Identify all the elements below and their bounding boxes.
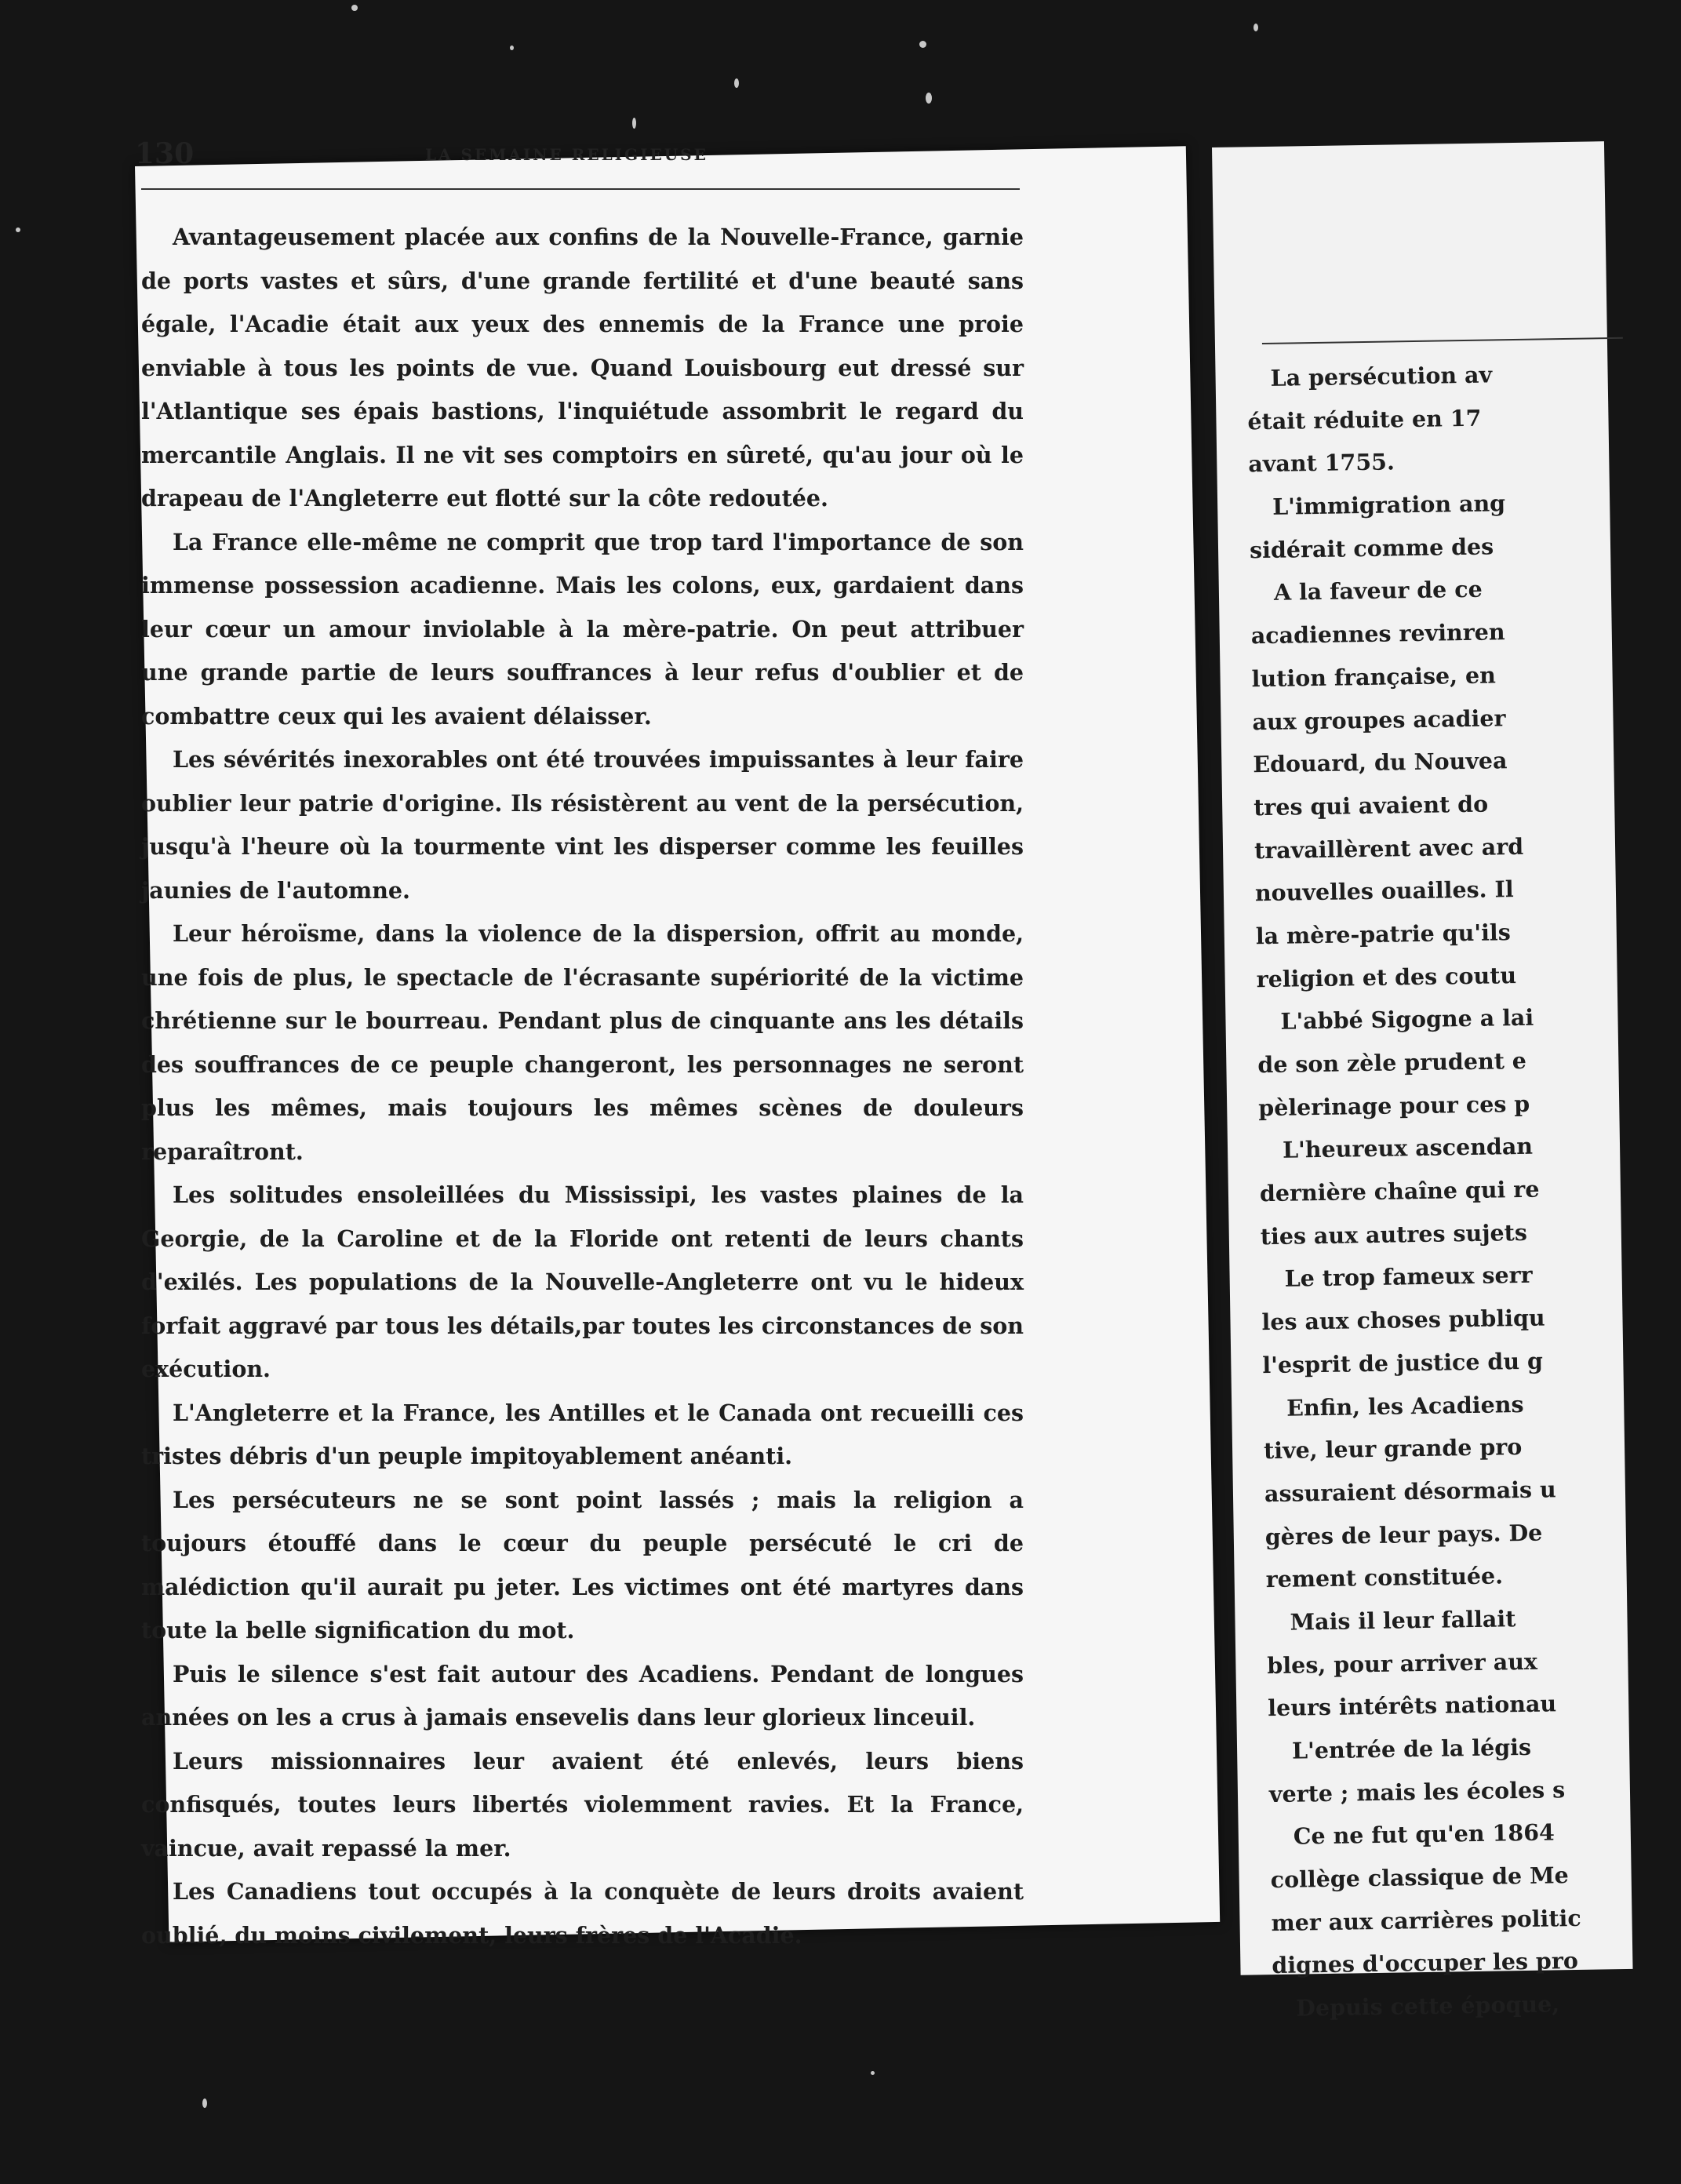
text-line: était réduite en 17 (1247, 404, 1482, 435)
text-line: pèlerinage pour ces p (1257, 1090, 1530, 1121)
text-line: Enfin, les Acadiens (1286, 1390, 1524, 1421)
text-line: l'esprit de justice du g (1262, 1347, 1544, 1378)
text-line: leurs intérêts nationau (1267, 1690, 1557, 1722)
text-line: dignes d'occuper les pro (1272, 1947, 1579, 1979)
header-rule (141, 188, 1020, 190)
text-line: de son zèle prudent e (1257, 1046, 1527, 1079)
header-rule (1262, 337, 1623, 344)
text-line: La persécution av (1270, 361, 1493, 391)
body-text (141, 216, 1024, 1957)
right-page-text (1246, 351, 1680, 2030)
dust-speck (926, 93, 932, 104)
text-line: nouvelles ouailles. Il (1254, 875, 1514, 907)
text-line: acadiennes revinren (1250, 618, 1505, 650)
text-line: Edouard, du Nouvea (1253, 747, 1508, 778)
text-line: L'immigration ang (1272, 490, 1506, 520)
text-line: sidérait comme des (1249, 533, 1494, 564)
dust-speck (919, 41, 926, 48)
text-line: assuraient désormais u (1264, 1476, 1556, 1508)
running-title: LA SEMAINE RELIGIEUSE (425, 145, 708, 164)
text-line: dernière chaîne qui re (1259, 1175, 1540, 1207)
paragraph: Leur héroïsme, dans la violence de la dispersion, offrit au monde, une fois de plus, le spectacle de l'écrasante supériorité de la victime chrétienne sur le bourreau. Pendant plus de cinquante ans les détails des souffrances de ce peuple changeront, les personnages ne seront plus les mêmes, mais toujours les mêmes scènes de douleurs reparaîtront. (141, 920, 1024, 1165)
paragraph: Leurs missionnaires leur avaient été enlevés, leurs biens confisqués, toutes leurs libertés violemment ravies. Et la France, vaincue, avait repassé la mer. (141, 1747, 1024, 1862)
paragraph: Puis le silence s'est fait autour des Acadiens. Pendant de longues années on les a crus à jamais ensevelis dans leur glorieux linceuil. (141, 1660, 1024, 1731)
text-line: tres qui avaient do (1253, 790, 1489, 821)
page-number: 130 (135, 137, 195, 170)
text-line: bles, pour arriver aux (1267, 1647, 1538, 1679)
text-line: Depuis cette époque, (1295, 1990, 1560, 2022)
text-line: la mère-patrie qu'ils (1255, 919, 1512, 950)
text-line: Mais il leur fallait (1290, 1605, 1516, 1636)
text-line: Le trop fameux serr (1284, 1261, 1533, 1293)
text-line: ties aux autres sujets (1260, 1218, 1528, 1250)
paragraph: L'Angleterre et la France, les Antilles et le Canada ont recueilli ces tristes débris d'un peuple impitoyablement anéanti. (141, 1399, 1024, 1469)
paragraph: Les solitudes ensoleillées du Mississipi, les vastes plaines de la Georgie, de la Caroline et de la Floride ont retenti de leurs chants d'exilés. Les populations de la Nouvelle-Angleterre ont vu le hideux forfait aggravé par tous les détails,par toutes les circonstances de son exécution. (141, 1181, 1024, 1382)
text-line: collège classique de Me (1270, 1862, 1569, 1894)
paragraph: Les Canadiens tout occupés à la conquète de leurs droits avaient oublié, du moins civilement, leurs frères de l'Acadie. (141, 1878, 1024, 1949)
text-line: verte ; mais les écoles s (1268, 1775, 1566, 1807)
text-line: mer aux carrières politic (1271, 1904, 1581, 1936)
text-line: L'heureux ascendan (1282, 1133, 1534, 1164)
dust-speck (1253, 24, 1258, 31)
text-line: tive, leur grande pro (1263, 1433, 1523, 1465)
paragraph: La France elle-même ne comprit que trop tard l'importance de son immense possession acadienne. Mais les colons, eux, gardaient dans leur cœur un amour inviolable à la mère-patrie. On peut attribuer une grande partie de leurs souffrances à leur refus d'oublier et de combattre ceux qui les avaient délaisser. (141, 528, 1024, 730)
text-line: gères de leur pays. De (1264, 1519, 1543, 1550)
page-header (135, 137, 1021, 184)
text-line: Ce ne fut qu'en 1864 (1293, 1818, 1555, 1851)
dust-speck (16, 228, 20, 232)
text-line: rement constituée. (1265, 1562, 1504, 1593)
text-line: religion et des coutu (1256, 961, 1517, 992)
dust-speck (871, 2071, 875, 2075)
paragraph: Les persécuteurs ne se sont point lassés ; mais la religion a toujours étouffé dans le cœur du peuple persécuté le cri de malédiction qu'il aurait pu jeter. Les victimes ont été martyres dans toute la belle signification du mot. (141, 1486, 1024, 1643)
dust-speck (202, 2098, 207, 2108)
paragraph: Les sévérités inexorables ont été trouvées impuissantes à leur faire oublier leur patrie d'origine. Ils résistèrent au vent de la persécution, jusqu'à l'heure où la tourmente vint les disperser comme les feuilles jaunies de l'automne. (141, 746, 1024, 904)
text-line: A la faveur de ce (1273, 576, 1483, 606)
text-line: les aux choses publiqu (1261, 1304, 1545, 1336)
text-line: avant 1755. (1248, 448, 1395, 478)
text-line: travaillèrent avec ard (1253, 832, 1524, 864)
dust-speck (351, 5, 358, 11)
dust-speck (510, 46, 514, 50)
text-line: lution française, en (1251, 661, 1497, 693)
text-line: L'entrée de la légis (1291, 1733, 1532, 1764)
text-line: L'abbé Sigogne a lai (1280, 1004, 1534, 1036)
right-page (1212, 141, 1633, 2022)
dust-speck (734, 78, 739, 88)
text-line: aux groupes acadier (1252, 704, 1506, 735)
paragraph: Avantageusement placée aux confins de la Nouvelle-France, garnie de ports vastes et sûrs, d'une grande fertilité et d'une beauté sans égale, l'Acadie était aux yeux des ennemis de la France une proie enviable à tous les points de vue. Quand Louisbourg eut dressé sur l'Atlantique ses épais bastions, l'inquiétude assombrit le regard du mercantile Anglais. Il ne vit ses comptoirs en sûreté, qu'au jour où le drapeau de l'Angleterre eut flotté sur la côte redoutée. (141, 224, 1024, 511)
dust-speck (632, 118, 636, 129)
